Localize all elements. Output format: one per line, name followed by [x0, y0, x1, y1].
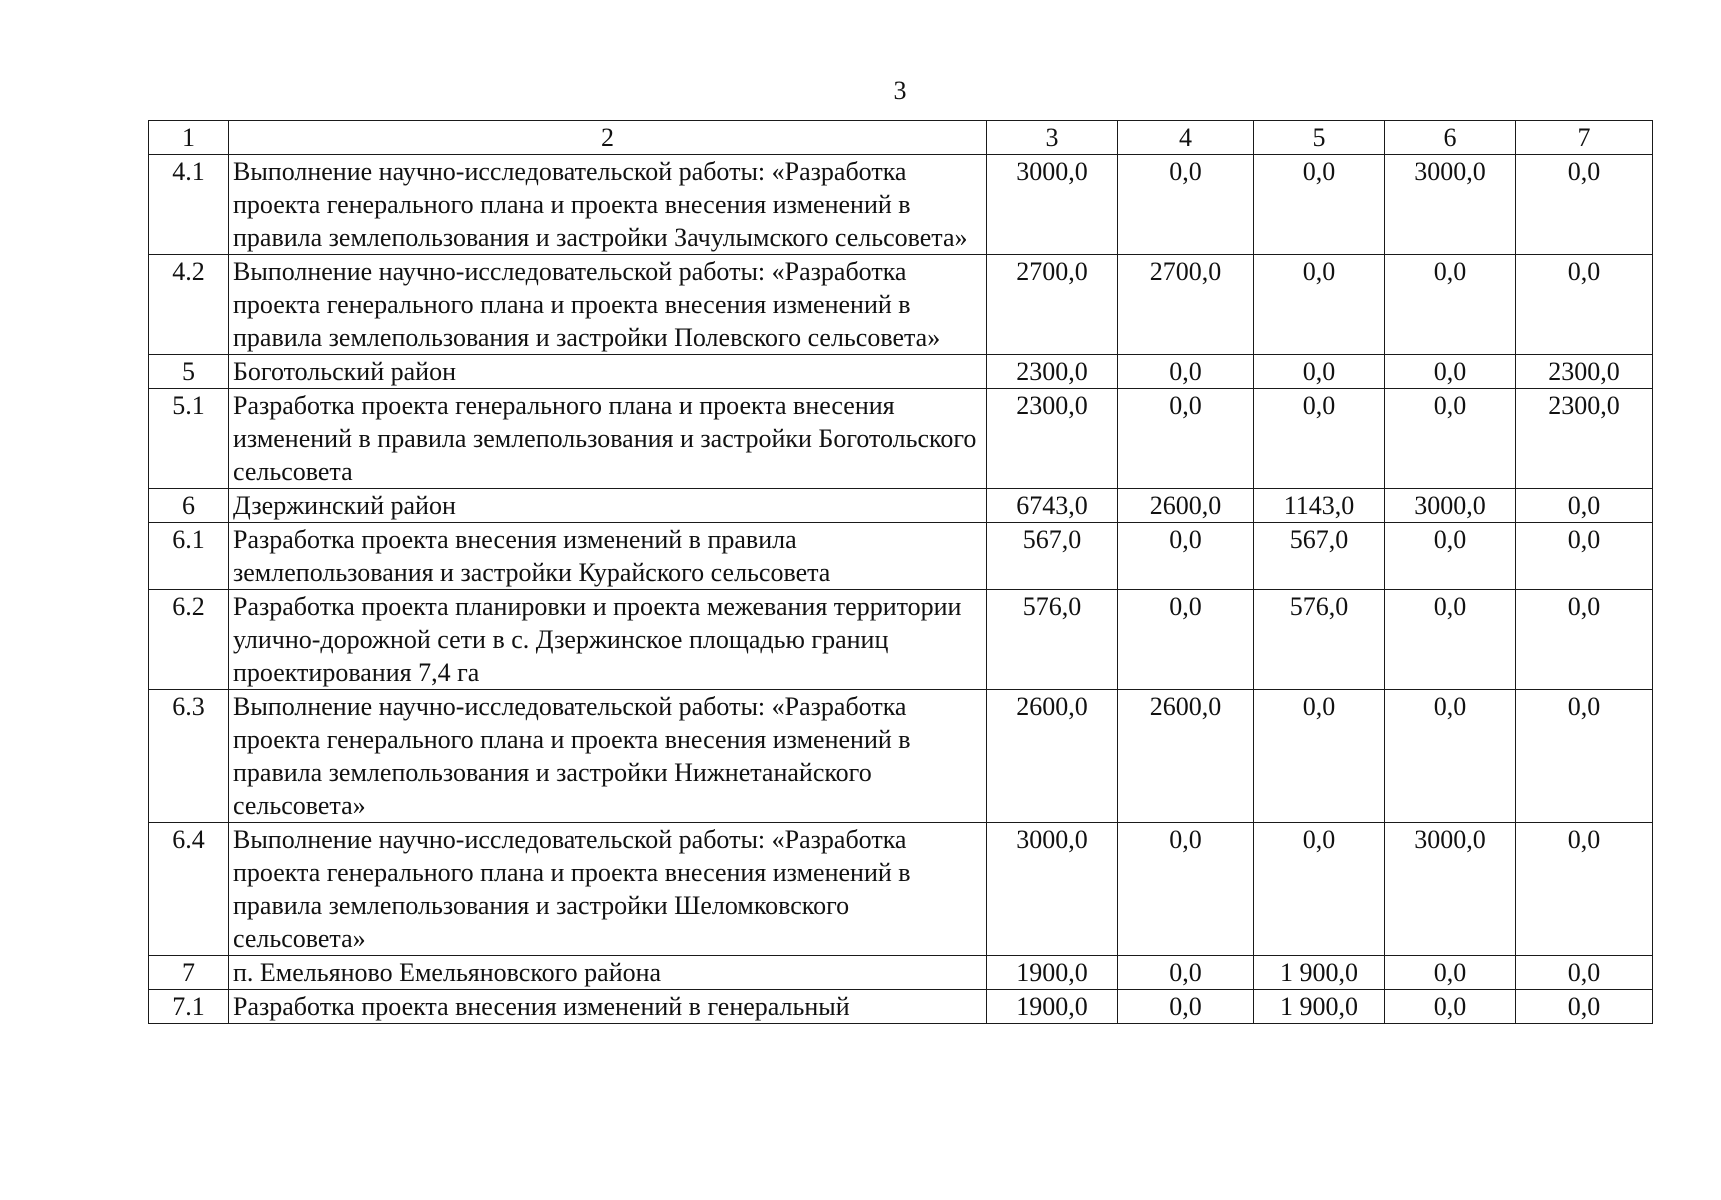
cell-col3: 3000,0 [987, 155, 1118, 255]
row-number: 6.4 [149, 823, 229, 956]
cell-col6: 3000,0 [1385, 489, 1516, 523]
budget-table-container [148, 120, 1653, 1024]
table-row [149, 155, 1653, 255]
cell-col7: 0,0 [1516, 990, 1653, 1024]
row-number: 6.1 [149, 523, 229, 590]
cell-col7: 0,0 [1516, 523, 1653, 590]
cell-col3: 567,0 [987, 523, 1118, 590]
header-cell: 2 [229, 121, 987, 155]
row-name: п. Емельяново Емельяновского района [229, 956, 987, 990]
cell-col7: 0,0 [1516, 155, 1653, 255]
row-name: Разработка проекта внесения изменений в генеральный [229, 990, 987, 1024]
cell-col5: 1 900,0 [1254, 956, 1385, 990]
cell-col5: 0,0 [1254, 823, 1385, 956]
cell-col6: 0,0 [1385, 255, 1516, 355]
cell-col7: 0,0 [1516, 823, 1653, 956]
cell-col5: 0,0 [1254, 389, 1385, 489]
cell-col7: 0,0 [1516, 690, 1653, 823]
cell-col4: 0,0 [1118, 956, 1254, 990]
cell-col6: 3000,0 [1385, 823, 1516, 956]
table-row [149, 690, 1653, 823]
row-name: Выполнение научно-исследовательской работы: «Разработка проекта генерального плана и проекта внесения изменений в правила землепользования и застройки Нижнетанайского сельсовета» [229, 690, 987, 823]
cell-col5: 576,0 [1254, 590, 1385, 690]
header-cell: 6 [1385, 121, 1516, 155]
table-row [149, 956, 1653, 990]
row-number: 4.2 [149, 255, 229, 355]
cell-col7: 0,0 [1516, 956, 1653, 990]
table-row [149, 590, 1653, 690]
table-row [149, 389, 1653, 489]
table-row [149, 255, 1653, 355]
cell-col4: 2700,0 [1118, 255, 1254, 355]
cell-col6: 0,0 [1385, 355, 1516, 389]
row-name: Дзержинский район [229, 489, 987, 523]
cell-col4: 0,0 [1118, 990, 1254, 1024]
cell-col5: 0,0 [1254, 355, 1385, 389]
row-number: 7.1 [149, 990, 229, 1024]
cell-col6: 0,0 [1385, 590, 1516, 690]
row-name: Разработка проекта внесения изменений в правила землепользования и застройки Курайского сельсовета [229, 523, 987, 590]
row-name: Выполнение научно-исследовательской работы: «Разработка проекта генерального плана и проекта внесения изменений в правила землепользования и застройки Полевского сельсовета» [229, 255, 987, 355]
row-number: 5 [149, 355, 229, 389]
header-cell: 5 [1254, 121, 1385, 155]
cell-col6: 3000,0 [1385, 155, 1516, 255]
cell-col7: 0,0 [1516, 590, 1653, 690]
cell-col4: 2600,0 [1118, 690, 1254, 823]
cell-col3: 2300,0 [987, 389, 1118, 489]
page-number: 3 [893, 76, 907, 105]
table-row [149, 990, 1653, 1024]
table-row [149, 523, 1653, 590]
row-number: 6.3 [149, 690, 229, 823]
cell-col3: 3000,0 [987, 823, 1118, 956]
cell-col4: 2600,0 [1118, 489, 1254, 523]
cell-col5: 1143,0 [1254, 489, 1385, 523]
table-row [149, 355, 1653, 389]
row-name: Выполнение научно-исследовательской работы: «Разработка проекта генерального плана и проекта внесения изменений в правила землепользования и застройки Зачулымского сельсовета» [229, 155, 987, 255]
cell-col3: 6743,0 [987, 489, 1118, 523]
header-cell: 3 [987, 121, 1118, 155]
row-number: 5.1 [149, 389, 229, 489]
cell-col4: 0,0 [1118, 823, 1254, 956]
cell-col7: 2300,0 [1516, 389, 1653, 489]
cell-col5: 0,0 [1254, 255, 1385, 355]
cell-col6: 0,0 [1385, 523, 1516, 590]
cell-col4: 0,0 [1118, 389, 1254, 489]
cell-col4: 0,0 [1118, 590, 1254, 690]
cell-col5: 0,0 [1254, 690, 1385, 823]
row-name: Боготольский район [229, 355, 987, 389]
cell-col6: 0,0 [1385, 990, 1516, 1024]
cell-col4: 0,0 [1118, 355, 1254, 389]
row-number: 7 [149, 956, 229, 990]
row-name: Разработка проекта генерального плана и проекта внесения изменений в правила землепользования и застройки Боготольского сельсовета [229, 389, 987, 489]
cell-col3: 1900,0 [987, 956, 1118, 990]
cell-col3: 2600,0 [987, 690, 1118, 823]
row-number: 6 [149, 489, 229, 523]
cell-col5: 0,0 [1254, 155, 1385, 255]
cell-col3: 2300,0 [987, 355, 1118, 389]
header-cell: 7 [1516, 121, 1653, 155]
cell-col5: 1 900,0 [1254, 990, 1385, 1024]
cell-col7: 0,0 [1516, 489, 1653, 523]
cell-col4: 0,0 [1118, 523, 1254, 590]
cell-col3: 576,0 [987, 590, 1118, 690]
table-row [149, 489, 1653, 523]
budget-table [148, 120, 1653, 1024]
cell-col7: 0,0 [1516, 255, 1653, 355]
row-name: Выполнение научно-исследовательской работы: «Разработка проекта генерального плана и проекта внесения изменений в правила землепользования и застройки Шеломковского сельсовета» [229, 823, 987, 956]
row-number: 4.1 [149, 155, 229, 255]
cell-col3: 1900,0 [987, 990, 1118, 1024]
cell-col6: 0,0 [1385, 389, 1516, 489]
cell-col3: 2700,0 [987, 255, 1118, 355]
header-row [149, 121, 1653, 155]
header-cell: 4 [1118, 121, 1254, 155]
row-number: 6.2 [149, 590, 229, 690]
cell-col6: 0,0 [1385, 690, 1516, 823]
cell-col4: 0,0 [1118, 155, 1254, 255]
cell-col7: 2300,0 [1516, 355, 1653, 389]
table-row [149, 823, 1653, 956]
cell-col5: 567,0 [1254, 523, 1385, 590]
cell-col6: 0,0 [1385, 956, 1516, 990]
header-cell: 1 [149, 121, 229, 155]
row-name: Разработка проекта планировки и проекта межевания территории улично-дорожной сети в с. Дзержинское площадью границ проектирования 7,4 га [229, 590, 987, 690]
